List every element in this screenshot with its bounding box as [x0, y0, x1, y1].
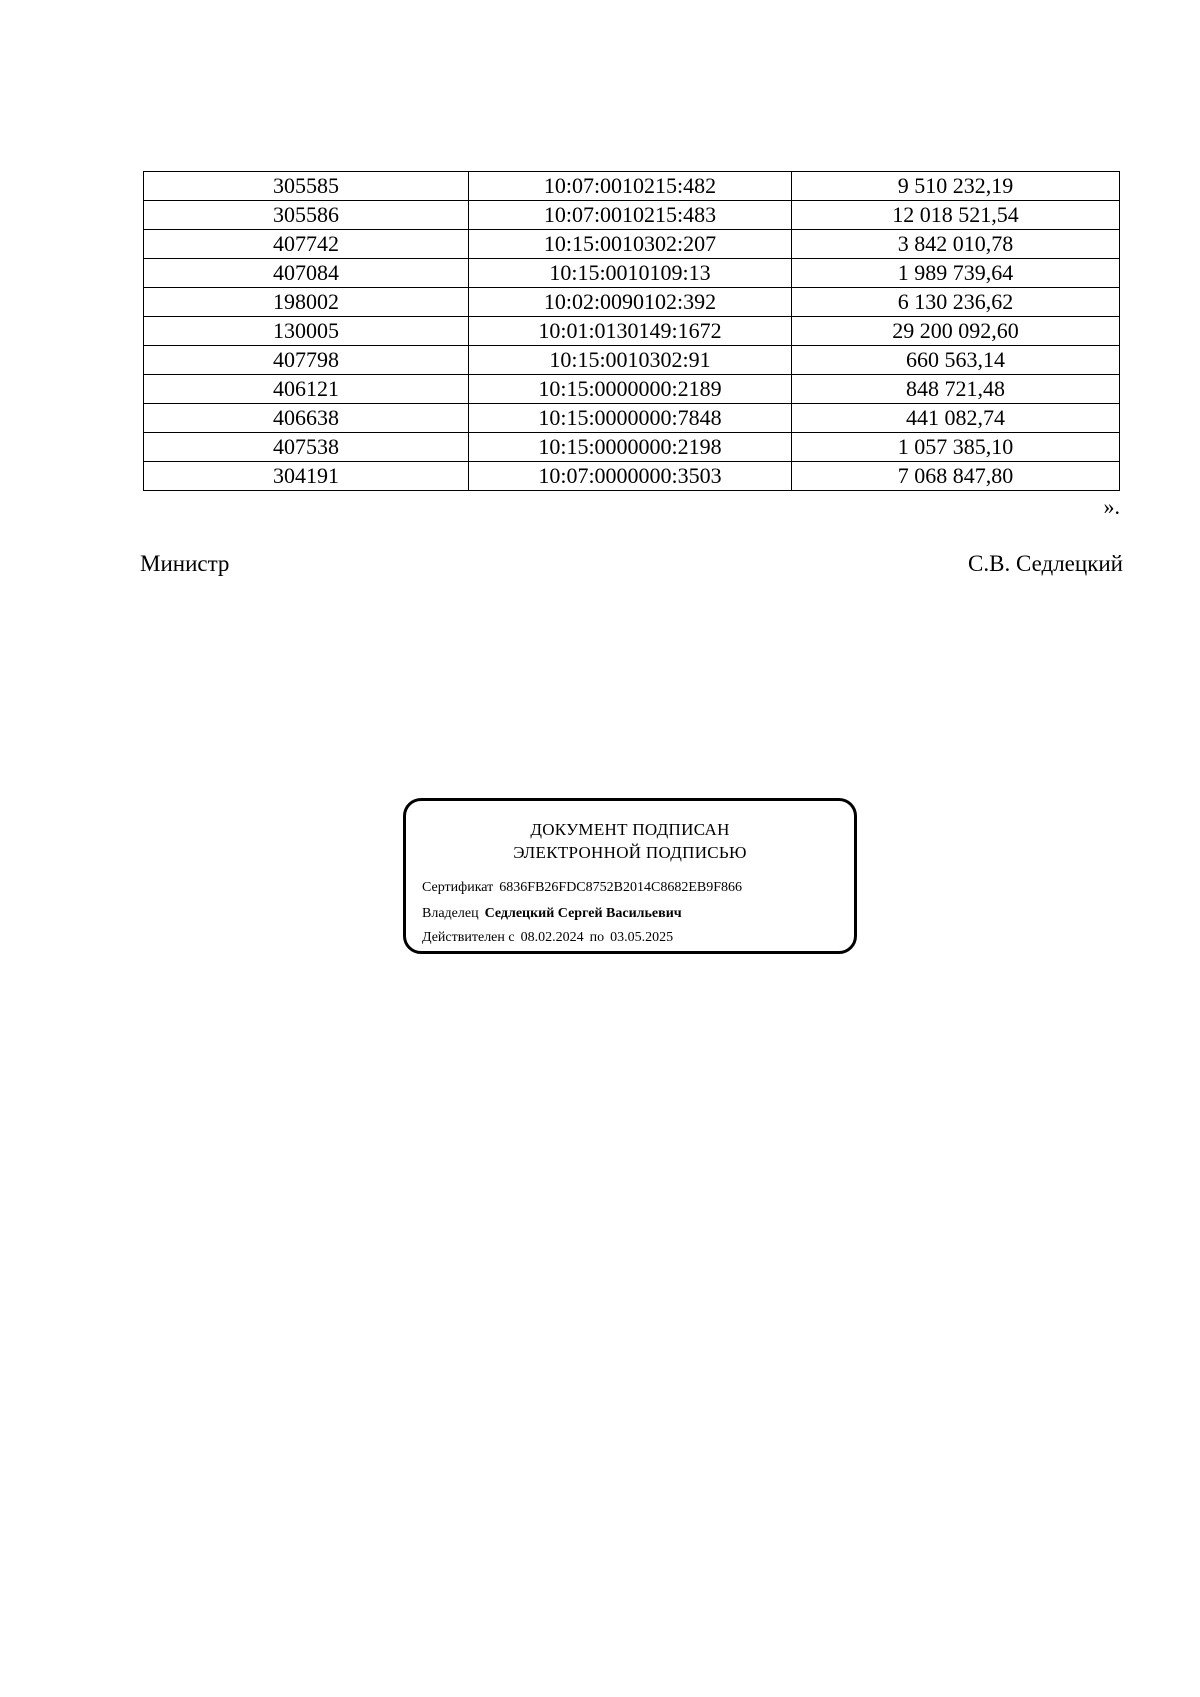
stamp-certificate-value: 6836FB26FDC8752B2014C8682EB9F866	[499, 880, 742, 895]
stamp-certificate-label: Сертификат	[422, 880, 494, 895]
cell-amount: 1 989 739,64	[792, 259, 1120, 288]
table-row	[144, 346, 1120, 375]
cell-cadastral-number: 10:15:0010302:91	[469, 346, 792, 375]
table-row	[144, 172, 1120, 201]
cell-amount: 848 721,48	[792, 375, 1120, 404]
cell-number: 407742	[144, 230, 469, 259]
stamp-valid-label: Действителен с	[422, 930, 515, 945]
cell-number: 198002	[144, 288, 469, 317]
cell-amount: 7 068 847,80	[792, 462, 1120, 491]
stamp-certificate	[422, 880, 742, 896]
cell-cadastral-number: 10:07:0010215:482	[469, 172, 792, 201]
table-body	[144, 172, 1120, 491]
cell-amount: 9 510 232,19	[792, 172, 1120, 201]
cell-cadastral-number: 10:01:0130149:1672	[469, 317, 792, 346]
cell-number: 305585	[144, 172, 469, 201]
stamp-owner-value: Седлецкий Сергей Васильевич	[484, 906, 682, 921]
cell-cadastral-number: 10:15:0000000:7848	[469, 404, 792, 433]
stamp-owner-label: Владелец	[422, 906, 479, 921]
cell-amount: 441 082,74	[792, 404, 1120, 433]
cell-amount: 12 018 521,54	[792, 201, 1120, 230]
table-row	[144, 462, 1120, 491]
cell-amount: 29 200 092,60	[792, 317, 1120, 346]
cell-amount: 6 130 236,62	[792, 288, 1120, 317]
stamp-owner	[422, 906, 682, 922]
stamp-valid-from: 08.02.2024	[520, 930, 584, 945]
cell-number: 304191	[144, 462, 469, 491]
cell-number: 407538	[144, 433, 469, 462]
cell-cadastral-number: 10:15:0010109:13	[469, 259, 792, 288]
cell-amount: 1 057 385,10	[792, 433, 1120, 462]
cell-number: 407084	[144, 259, 469, 288]
table-row	[144, 230, 1120, 259]
data-table	[143, 171, 1120, 491]
signer-position: Министр	[140, 551, 230, 576]
table-row	[144, 404, 1120, 433]
cell-number: 305586	[144, 201, 469, 230]
cell-number: 406121	[144, 375, 469, 404]
table-row	[144, 317, 1120, 346]
cell-cadastral-number: 10:07:0000000:3503	[469, 462, 792, 491]
cell-number: 406638	[144, 404, 469, 433]
table-row	[144, 375, 1120, 404]
stamp-valid-to-label: по	[589, 930, 605, 945]
table-row	[144, 201, 1120, 230]
table-row	[144, 259, 1120, 288]
cell-number: 407798	[144, 346, 469, 375]
closing-quote: ».	[1103, 494, 1120, 519]
stamp-title-line1: ДОКУМЕНТ ПОДПИСАН	[530, 820, 730, 839]
table-row	[144, 288, 1120, 317]
signer-name: С.В. Седлецкий	[968, 551, 1123, 576]
cell-number: 130005	[144, 317, 469, 346]
stamp-title-line2: ЭЛЕКТРОННОЙ ПОДПИСЬЮ	[513, 843, 747, 862]
cell-amount: 660 563,14	[792, 346, 1120, 375]
cell-cadastral-number: 10:07:0010215:483	[469, 201, 792, 230]
stamp-validity	[422, 930, 673, 946]
electronic-signature-stamp	[403, 798, 857, 954]
cell-amount: 3 842 010,78	[792, 230, 1120, 259]
table-row	[144, 433, 1120, 462]
cell-cadastral-number: 10:15:0010302:207	[469, 230, 792, 259]
cell-cadastral-number: 10:15:0000000:2189	[469, 375, 792, 404]
stamp-valid-to: 03.05.2025	[610, 930, 674, 945]
cell-cadastral-number: 10:15:0000000:2198	[469, 433, 792, 462]
cell-cadastral-number: 10:02:0090102:392	[469, 288, 792, 317]
